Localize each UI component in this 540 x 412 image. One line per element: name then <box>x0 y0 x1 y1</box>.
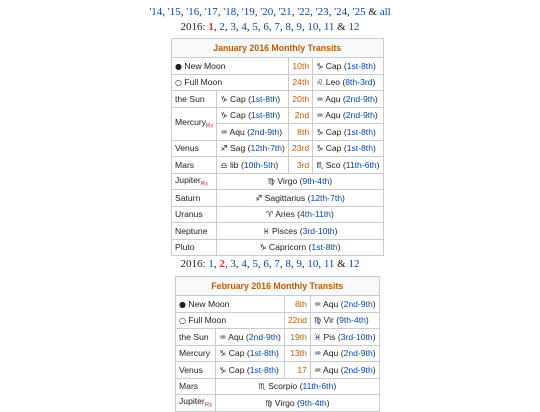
retrograde-badge: Rx <box>200 181 209 188</box>
month-nav-february: 2016: 1, 2, 3, 4, 5, 6, 7, 8, 9, 10, 11 & 12 <box>180 258 360 270</box>
day-cell: 2nd <box>288 107 312 124</box>
row-label: Mercury$_{Rx}$ <box>172 107 217 140</box>
month-link-7[interactable]: 7 <box>274 21 280 33</box>
aquarius-icon: ♒ <box>316 94 324 104</box>
house-link[interactable]: 9th-4th <box>339 315 366 326</box>
sign-cell: ♑ Capricorn (1st-8th) <box>217 239 383 256</box>
sagittarius-icon: ♐ <box>220 144 228 154</box>
aquarius-icon: ♒ <box>313 365 322 375</box>
aquarius-icon: ♒ <box>220 127 228 137</box>
capricorn-icon: ♑ <box>259 243 267 253</box>
year-link-15[interactable]: '15 <box>167 6 181 18</box>
table-row <box>172 74 384 91</box>
row-label: Mars <box>172 157 217 174</box>
to-cell: ♒ Aqu (2nd-9th) <box>313 107 383 124</box>
year-nav: '14, '15, '16, '17, '18, '19, '20, '21, '22, '23, '24, '25 & all <box>149 6 391 18</box>
sign-cell: ♒ Aqu (2nd-9th) <box>310 296 379 313</box>
table-row <box>172 107 384 124</box>
month-nav-joiner: & <box>337 21 346 33</box>
house-link[interactable]: 3rd-10th <box>340 331 373 342</box>
row-label: ○ Full Moon <box>172 74 289 91</box>
row-label: Neptune <box>172 223 217 240</box>
house-link[interactable]: 1st-8th <box>250 93 278 104</box>
month-link-1-selected: 1 <box>208 21 214 33</box>
house-link[interactable]: 2nd-9th <box>343 348 373 359</box>
from-cell: ♑ Cap (1st-8th) <box>216 362 285 379</box>
month-link-2-selected: 2 <box>219 258 225 270</box>
month-link-8[interactable]: 8 <box>285 21 291 33</box>
row-label: ● New Moon <box>172 58 289 75</box>
from-cell: ♐ Sag (12th-7th) <box>217 140 289 157</box>
month-link-4[interactable]: 4 <box>241 258 247 270</box>
house-link[interactable]: 12th-7th <box>250 143 283 154</box>
from-cell: ♑ Cap (1st-8th) <box>216 345 285 362</box>
table-row <box>172 140 384 157</box>
row-label: Saturn <box>172 190 217 207</box>
house-link[interactable]: 1st-8th <box>346 143 373 154</box>
month-link-2[interactable]: 2 <box>219 21 225 33</box>
sagittarius-icon: ♐ <box>255 193 263 203</box>
month-link-5[interactable]: 5 <box>252 258 258 270</box>
capricorn-icon: ♑ <box>316 61 324 71</box>
day-cell: 8th <box>284 296 310 313</box>
month-link-9[interactable]: 9 <box>296 21 302 33</box>
row-label: Venus <box>176 362 216 379</box>
month-link-3[interactable]: 3 <box>230 21 236 33</box>
table-title: February 2016 Monthly Transits <box>176 277 380 296</box>
month-link-4[interactable]: 4 <box>241 21 247 33</box>
table-row <box>172 239 384 256</box>
month-link-12[interactable]: 12 <box>348 258 360 270</box>
house-link[interactable]: 2nd-9th <box>248 331 278 342</box>
capricorn-icon: ♑ <box>316 144 324 154</box>
row-label: the Sun <box>176 329 216 346</box>
table-row <box>172 173 384 190</box>
new-moon-icon: ● <box>175 61 182 71</box>
capricorn-icon: ♑ <box>219 365 227 375</box>
house-link[interactable]: 10th-5th <box>243 159 276 170</box>
table-row <box>172 157 384 174</box>
table-row <box>172 206 384 223</box>
leo-icon: ♌ <box>316 78 324 88</box>
full-moon-icon: ○ <box>179 316 186 326</box>
house-link[interactable]: 1st-8th <box>346 60 373 71</box>
year-link-22[interactable]: '22 <box>297 6 311 18</box>
sign-cell: ♍ Vir (9th-4th) <box>310 312 379 329</box>
capricorn-icon: ♑ <box>316 127 324 137</box>
scorpio-icon: ♏ <box>316 160 324 170</box>
month-link-7[interactable]: 7 <box>274 258 280 270</box>
house-link[interactable]: 9th-4th <box>299 397 327 408</box>
month-link-8[interactable]: 8 <box>285 258 291 270</box>
retrograde-badge: Rx <box>204 403 213 410</box>
day-cell: 17 <box>284 362 310 379</box>
table-row <box>176 378 380 395</box>
house-link[interactable]: 12th-7th <box>310 192 342 203</box>
to-cell: ♑ Cap (1st-8th) <box>313 140 383 157</box>
house-link[interactable]: 8th-3rd <box>345 77 373 88</box>
to-cell: ♒ Aqu (2nd-9th) <box>310 345 379 362</box>
year-link-17[interactable]: '17 <box>204 6 218 18</box>
month-link-11[interactable]: 11 <box>323 258 335 270</box>
house-link[interactable]: 2nd-9th <box>343 298 373 309</box>
day-cell: 22nd <box>284 312 310 329</box>
row-label: Jupiter$_{Rx}$ <box>176 395 216 412</box>
month-nav-prefix: 2016: <box>180 21 206 33</box>
row-label: the Sun <box>172 91 217 108</box>
year-link-20[interactable]: '20 <box>260 6 274 18</box>
house-link[interactable]: 1st-8th <box>249 348 276 359</box>
day-cell: 10th <box>288 58 312 75</box>
house-link[interactable]: 2nd-9th <box>343 364 373 375</box>
from-cell: ♒ Aqu (2nd-9th) <box>217 124 289 141</box>
capricorn-icon: ♑ <box>219 349 227 359</box>
day-cell: 8th <box>288 124 312 141</box>
january-transits-table <box>171 38 384 256</box>
day-cell: 20th <box>288 91 312 108</box>
month-link-3[interactable]: 3 <box>230 258 236 270</box>
table-row <box>176 362 380 379</box>
house-link[interactable]: 2nd-9th <box>345 110 375 121</box>
pisces-icon: ♓ <box>313 332 322 342</box>
table-row <box>176 329 380 346</box>
month-link-11[interactable]: 11 <box>323 21 335 33</box>
from-cell: ♎ lib (10th-5th) <box>217 157 289 174</box>
february-transits-table <box>175 276 380 412</box>
aquarius-icon: ♒ <box>313 349 322 359</box>
retrograde-badge: Rx <box>206 123 214 130</box>
sign-cell: ♈ Aries (4th-11th) <box>217 206 383 223</box>
day-cell: 19th <box>284 329 310 346</box>
month-link-10[interactable]: 10 <box>307 258 319 270</box>
from-cell: ♑ Cap (1st-8th) <box>217 91 289 108</box>
sign-cell: ♓ Pisces (3rd-10th) <box>217 223 383 240</box>
sign-cell: ♐ Sagittarius (12th-7th) <box>217 190 383 207</box>
virgo-icon: ♍ <box>267 177 275 187</box>
sign-cell: ♏ Scorpio (11th-6th) <box>216 378 379 395</box>
year-link-24[interactable]: '24 <box>334 6 348 18</box>
month-link-9[interactable]: 9 <box>296 258 302 270</box>
house-link[interactable]: 3rd-10th <box>302 225 335 236</box>
table-row <box>172 91 384 108</box>
from-cell: ♑ Cap (1st-8th) <box>217 107 289 124</box>
table-row <box>176 345 380 362</box>
month-link-12[interactable]: 12 <box>348 21 360 33</box>
capricorn-icon: ♑ <box>220 94 228 104</box>
month-nav-prefix: 2016: <box>180 258 206 270</box>
scorpio-icon: ♏ <box>258 382 266 392</box>
month-link-10[interactable]: 10 <box>307 21 319 33</box>
month-link-5[interactable]: 5 <box>252 21 258 33</box>
sign-cell: ♌ Leo (8th-3rd) <box>313 74 383 91</box>
year-link-18[interactable]: '18 <box>223 6 237 18</box>
house-link[interactable]: 2nd-9th <box>345 93 375 104</box>
day-cell: 13th <box>284 345 310 362</box>
year-link-16[interactable]: '16 <box>186 6 200 18</box>
month-link-1[interactable]: 1 <box>208 258 214 270</box>
table-row <box>172 190 384 207</box>
row-label: Mercury <box>176 345 216 362</box>
table-title: January 2016 Monthly Transits <box>172 39 384 58</box>
table-row <box>172 223 384 240</box>
house-link[interactable]: 11th-6th <box>302 381 334 392</box>
from-cell: ♒ Aqu (2nd-9th) <box>216 329 285 346</box>
year-link-25[interactable]: '25 <box>352 6 366 18</box>
virgo-icon: ♍ <box>313 316 322 326</box>
table-row <box>172 58 384 75</box>
row-label: Mars <box>176 378 216 395</box>
row-label: Venus <box>172 140 217 157</box>
full-moon-icon: ○ <box>175 78 182 88</box>
month-link-6[interactable]: 6 <box>263 258 269 270</box>
row-label: Pluto <box>172 239 217 256</box>
new-moon-icon: ● <box>179 299 186 309</box>
row-label: ○ Full Moon <box>176 312 285 329</box>
day-cell: 24th <box>288 74 312 91</box>
year-nav-joiner: & <box>368 6 377 18</box>
to-cell: ♓ Pis (3rd-10th) <box>310 329 379 346</box>
house-link[interactable]: 1st-8th <box>249 364 276 375</box>
month-nav-january: 2016: 1, 2, 3, 4, 5, 6, 7, 8, 9, 10, 11 & 12 <box>180 21 360 33</box>
year-link-23[interactable]: '23 <box>315 6 329 18</box>
sign-cell: ♍ Virgo (9th-4th) <box>217 173 383 190</box>
sign-cell: ♍ Virgo (9th-4th) <box>216 395 379 412</box>
year-link-14[interactable]: '14 <box>149 6 163 18</box>
sign-cell: ♑ Cap (1st-8th) <box>313 58 383 75</box>
month-link-6[interactable]: 6 <box>263 21 269 33</box>
row-label: Uranus <box>172 206 217 223</box>
year-link-21[interactable]: '21 <box>278 6 292 18</box>
house-link[interactable]: 1st-8th <box>346 126 373 137</box>
year-link-all[interactable]: all <box>379 6 391 18</box>
aquarius-icon: ♒ <box>313 299 322 309</box>
to-cell: ♏ Sco (11th-6th) <box>313 157 383 174</box>
day-cell: 3rd <box>288 157 312 174</box>
capricorn-icon: ♑ <box>220 111 228 121</box>
aquarius-icon: ♒ <box>219 332 227 342</box>
to-cell: ♒ Aqu (2nd-9th) <box>310 362 379 379</box>
libra-icon: ♎ <box>220 160 228 170</box>
row-label: ● New Moon <box>176 296 285 313</box>
house-link[interactable]: 1st-8th <box>311 242 338 253</box>
table-row <box>176 296 380 313</box>
table-row <box>176 312 380 329</box>
house-link[interactable]: 1st-8th <box>250 110 278 121</box>
aries-icon: ♈ <box>266 210 274 220</box>
virgo-icon: ♍ <box>265 398 273 408</box>
table-row <box>176 395 380 412</box>
aquarius-icon: ♒ <box>316 111 324 121</box>
day-cell: 23rd <box>288 140 312 157</box>
year-link-19[interactable]: '19 <box>241 6 255 18</box>
month-nav-joiner: & <box>337 258 346 270</box>
house-link[interactable]: 4th-11th <box>300 209 331 220</box>
pisces-icon: ♓ <box>262 226 270 236</box>
to-cell: ♒ Aqu (2nd-9th) <box>313 91 383 108</box>
house-link[interactable]: 2nd-9th <box>250 126 280 137</box>
house-link[interactable]: 11th-6th <box>345 159 377 170</box>
row-label: Jupiter$_{Rx}$ <box>172 173 217 190</box>
house-link[interactable]: 9th-4th <box>302 176 330 187</box>
to-cell: ♑ Cap (1st-8th) <box>313 124 383 141</box>
